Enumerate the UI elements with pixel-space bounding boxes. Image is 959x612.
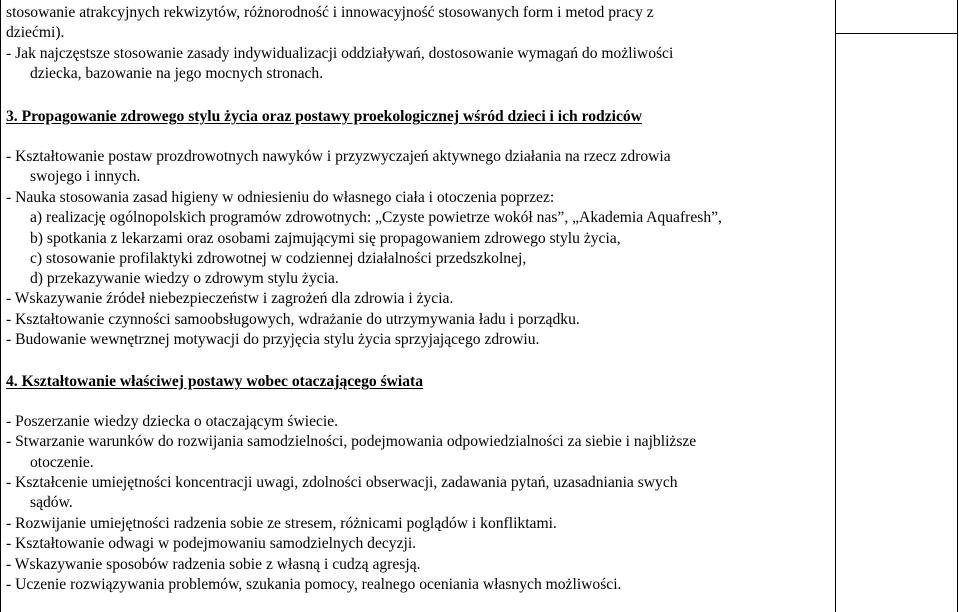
section-4-item: otoczenie.	[30, 454, 94, 471]
section-4-item: - Rozwijanie umiejętności radzenia sobie ze stresem, różnicami poglądów i konfliktami.	[6, 515, 557, 532]
table-border-middle	[835, 0, 836, 612]
section-3-subitem: d) przekazywanie wiedzy o zdrowym stylu życia.	[30, 270, 339, 287]
table-cell-divider	[835, 33, 958, 34]
section-3-subitem: c) stosowanie profilaktyki zdrowotnej w codziennej działalności przedszkolnej,	[30, 250, 527, 267]
section-4-item: - Poszerzanie wiedzy dziecka o otaczającym świecie.	[6, 413, 339, 430]
section-3-item: - Nauka stosowania zasad higieny w odniesieniu do własnego ciała i otoczenia poprzez:	[6, 189, 555, 206]
section-3-subitem: a) realizację ogólnopolskich programów zdrowotnych: „Czyste powietrze wokół nas”, „Akademia Aquafresh”,	[30, 209, 722, 226]
section-4-item: - Stwarzanie warunków do rozwijania samodzielności, podejmowania odpowiedzialności za siebie i najbliższe	[6, 433, 697, 450]
intro-line: stosowanie atrakcyjnych rekwizytów, różnorodność i innowacyjność stosowanych form i metod pracy z	[6, 4, 654, 21]
intro-line: dziecka, bazowanie na jego mocnych stronach.	[30, 65, 324, 82]
section-4-heading: 4. Kształtowanie właściwej postawy wobec otaczającego świata	[6, 373, 424, 390]
section-4-item: - Kształcenie umiejętności koncentracji uwagi, zdolności obserwacji, zadawania pytań, uzasadniania swych	[6, 474, 678, 491]
section-3-item: - Kształtowanie postaw prozdrowotnych nawyków i przyzwyczajeń aktywnego działania na rzecz zdrowia	[6, 148, 671, 165]
section-3-item: - Kształtowanie czynności samoobsługowych, wdrażanie do utrzymywania ładu i porządku.	[6, 311, 580, 328]
section-3-heading: 3. Propagowanie zdrowego stylu życia oraz postawy proekologicznej wśród dzieci i ich rodziców	[6, 108, 642, 125]
intro-line: - Jak najczęstsze stosowanie zasady indywidualizacji oddziaływań, dostosowanie wymagań do możliwości	[6, 45, 674, 62]
section-3-item: swojego i innych.	[30, 168, 141, 185]
section-4-item: - Wskazywanie sposobów radzenia sobie z własną i cudzą agresją.	[6, 556, 421, 573]
section-4-item: sądów.	[30, 494, 73, 511]
intro-line: dziećmi).	[6, 24, 65, 41]
table-border-left	[0, 0, 1, 612]
section-3-subitem: b) spotkania z lekarzami oraz osobami zajmującymi się propagowaniem zdrowego stylu życia,	[30, 230, 621, 247]
section-4-item: - Uczenie rozwiązywania problemów, szukania pomocy, realnego oceniania własnych możliwości.	[6, 576, 622, 593]
section-4-item: - Kształtowanie odwagi w podejmowaniu samodzielnych decyzji.	[6, 535, 417, 552]
section-3-item: - Wskazywanie źródeł niebezpieczeństw i zagrożeń dla zdrowia i życia.	[6, 290, 454, 307]
section-3-item: - Budowanie wewnętrznej motywacji do przyjęcia stylu życia sprzyjającego zdrowiu.	[6, 331, 540, 348]
table-border-right	[957, 0, 958, 612]
